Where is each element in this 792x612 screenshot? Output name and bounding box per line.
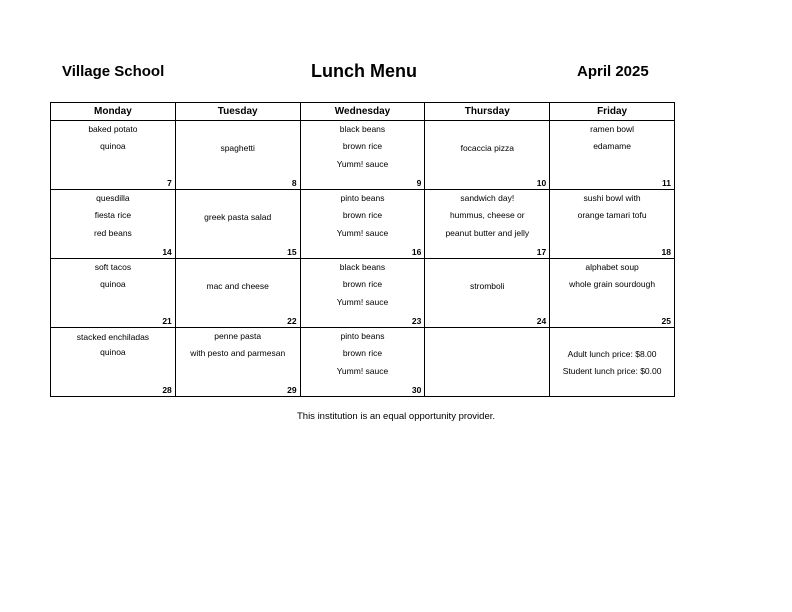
menu-item: brown rice: [342, 210, 383, 221]
week-row: [51, 328, 675, 397]
menu-item: quinoa: [100, 347, 126, 357]
day-number: 10: [536, 178, 547, 188]
menu-items: [176, 121, 300, 177]
menu-item: pinto beans: [340, 331, 385, 341]
day-cell: [51, 259, 176, 328]
menu-item: peanut butter and jelly: [445, 227, 530, 238]
day-cell: [300, 328, 425, 397]
menu-item: stromboli: [470, 281, 505, 292]
weekday-header: Friday: [550, 103, 675, 121]
day-number: 29: [287, 385, 297, 395]
menu-item: edamame: [593, 141, 631, 152]
menu-items: [425, 190, 549, 246]
menu-item: quesdilla: [96, 193, 130, 203]
menu-items: [51, 259, 175, 315]
menu-item: Yumm! sauce: [336, 296, 389, 307]
day-cell: [175, 121, 300, 190]
menu-item: Yumm! sauce: [336, 365, 389, 376]
menu-items: [176, 259, 300, 315]
menu-item: alphabet soup: [585, 262, 639, 272]
menu-items: [301, 190, 425, 246]
menu-items: [425, 259, 549, 315]
lunch-prices: [550, 346, 674, 381]
day-number: 28: [162, 385, 172, 395]
menu-item: brown rice: [342, 348, 383, 359]
menu-items: [550, 259, 674, 315]
day-cell: [300, 190, 425, 259]
menu-item: brown rice: [342, 141, 383, 152]
day-number: 17: [536, 247, 547, 257]
menu-item: penne pasta: [214, 331, 262, 341]
day-number: 21: [162, 316, 172, 326]
day-number: 15: [287, 247, 297, 257]
menu-item: Yumm! sauce: [336, 158, 389, 169]
week-row: [51, 190, 675, 259]
menu-item: orange tamari tofu: [577, 210, 647, 221]
page-title: Lunch Menu: [311, 61, 417, 81]
day-cell: [550, 328, 675, 397]
menu-item: greek pasta salad: [204, 212, 272, 223]
day-cell: [550, 121, 675, 190]
menu-items: [550, 121, 674, 177]
day-cell: [425, 190, 550, 259]
menu-items: [51, 190, 175, 246]
menu-items: [301, 121, 425, 177]
day-number: 14: [162, 247, 172, 257]
day-cell: [51, 190, 176, 259]
menu-item: black beans: [339, 124, 386, 134]
day-number: 11: [662, 178, 671, 188]
day-cell: [550, 190, 675, 259]
menu-items: [51, 121, 175, 177]
day-cell: [51, 328, 176, 397]
menu-items: [550, 190, 674, 246]
menu-item: pinto beans: [340, 193, 385, 203]
menu-items: [51, 328, 175, 384]
weekday-header-row: [51, 103, 675, 121]
month-label: April 2025: [577, 63, 649, 80]
menu-item: Yumm! sauce: [336, 227, 389, 238]
menu-items: [176, 328, 300, 384]
day-cell: [550, 259, 675, 328]
menu-item: black beans: [339, 262, 386, 272]
day-number: 30: [411, 385, 422, 395]
menu-item: spaghetti: [220, 143, 255, 154]
day-number: 22: [287, 316, 297, 326]
menu-item: focaccia pizza: [460, 143, 514, 154]
menu-item: soft tacos: [94, 262, 132, 272]
menu-item: sushi bowl with: [583, 193, 641, 203]
day-cell: [175, 328, 300, 397]
day-cell: [175, 259, 300, 328]
day-number: 25: [661, 316, 671, 326]
day-cell: [300, 121, 425, 190]
menu-items: [301, 259, 425, 315]
weekday-header: Tuesday: [175, 103, 300, 121]
menu-item: stacked enchiladas: [76, 332, 150, 342]
weekday-header: Thursday: [425, 103, 550, 121]
day-cell: [425, 328, 550, 397]
menu-item: quinoa: [100, 141, 126, 152]
week-row: [51, 259, 675, 328]
menu-items: [425, 121, 549, 177]
menu-calendar: [50, 102, 675, 397]
day-number: 7: [167, 178, 172, 188]
student-price: Student lunch price: $0.00: [562, 366, 662, 377]
day-cell: [175, 190, 300, 259]
day-number: 23: [411, 316, 422, 326]
menu-item: brown rice: [342, 279, 383, 290]
day-cell: [51, 121, 176, 190]
day-cell: [425, 121, 550, 190]
menu-items: [301, 328, 425, 384]
week-row: [51, 121, 675, 190]
menu-item: with pesto and parmesan: [190, 348, 286, 359]
menu-item: hummus, cheese or: [449, 210, 525, 221]
menu-item: fiesta rice: [94, 210, 132, 221]
adult-price: Adult lunch price: $8.00: [567, 349, 657, 359]
day-number: 24: [536, 316, 547, 326]
menu-item: red beans: [93, 227, 132, 238]
day-cell: [425, 259, 550, 328]
day-number: 9: [416, 178, 422, 188]
menu-item: baked potato: [88, 124, 138, 134]
menu-item: whole grain sourdough: [569, 279, 656, 290]
menu-items: [176, 190, 300, 246]
day-number: 8: [291, 178, 297, 188]
menu-item: sandwich day!: [460, 193, 515, 203]
menu-item: ramen bowl: [590, 124, 635, 134]
weekday-header: Monday: [51, 103, 176, 121]
weekday-header: Wednesday: [300, 103, 425, 121]
equal-opportunity-footer: This institution is an equal opportunity provider.: [296, 411, 496, 422]
school-name: Village School: [62, 63, 165, 80]
day-cell: [300, 259, 425, 328]
day-number: 18: [661, 247, 671, 257]
menu-item: mac and cheese: [206, 281, 269, 292]
day-number: 16: [411, 247, 422, 257]
menu-item: quinoa: [100, 279, 126, 290]
